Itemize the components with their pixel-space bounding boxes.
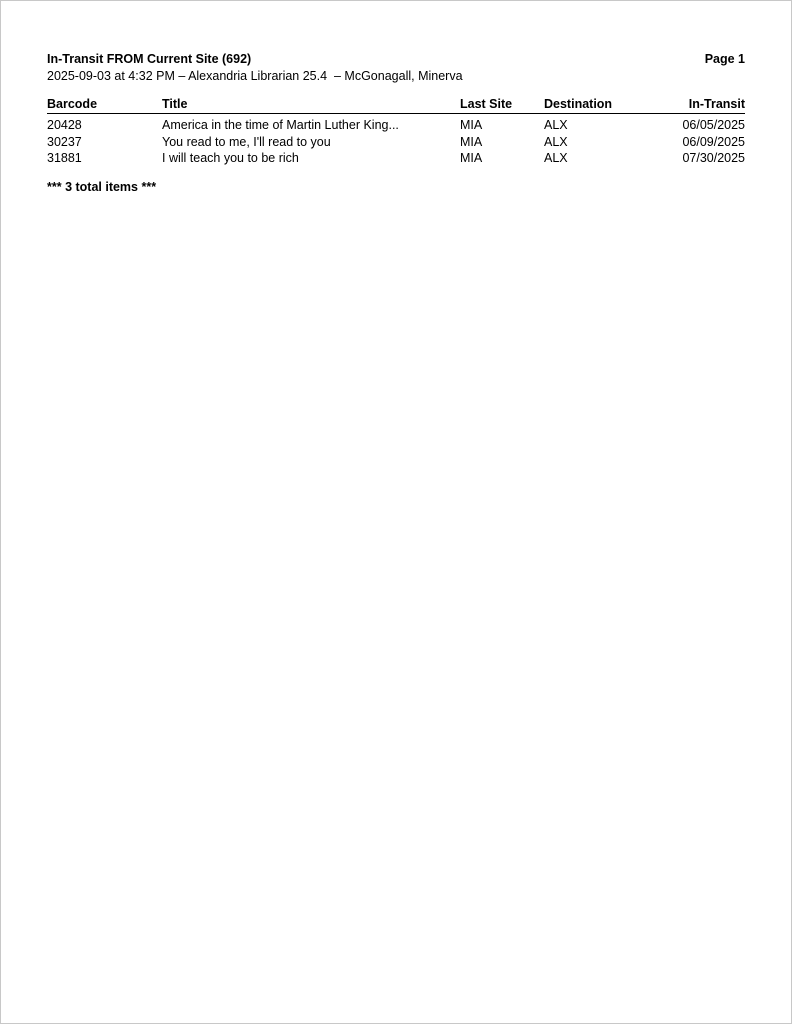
report-body: [47, 51, 745, 194]
report-header: [47, 51, 745, 68]
table-row: [47, 114, 745, 134]
table-row: [47, 150, 745, 167]
column-header-barcode: Barcode: [47, 97, 162, 114]
cell-title: You read to me, I'll read to you: [162, 134, 331, 149]
column-header-title: Title: [162, 97, 460, 114]
page-number: Page 1: [704, 52, 745, 66]
report-subtitle: 2025-09-03 at 4:32 PM – Alexandria Librarian 25.4 – McGonagall, Minerva: [47, 69, 463, 83]
cell-title: I will teach you to be rich: [162, 151, 299, 165]
cell-in-transit-date: 07/30/2025: [682, 151, 745, 165]
cell-barcode: 20428: [47, 118, 82, 132]
cell-destination: ALX: [544, 151, 568, 165]
column-header-in-transit: In-Transit: [644, 97, 745, 114]
cell-last-site: MIA: [460, 151, 483, 165]
cell-barcode: 30237: [47, 134, 82, 149]
table-row: [47, 134, 745, 151]
table-header-row: [47, 97, 745, 114]
cell-title: America in the time of Martin Luther King...: [162, 118, 399, 132]
cell-last-site: MIA: [460, 134, 483, 149]
column-header-destination: Destination: [544, 97, 644, 114]
report-title: In-Transit FROM Current Site (692): [47, 52, 252, 66]
cell-destination: ALX: [544, 118, 568, 132]
total-items-summary: *** 3 total items ***: [47, 179, 157, 194]
cell-in-transit-date: 06/05/2025: [682, 118, 745, 132]
in-transit-table: [47, 97, 745, 167]
cell-destination: ALX: [544, 134, 568, 149]
cell-last-site: MIA: [460, 118, 483, 132]
cell-in-transit-date: 06/09/2025: [682, 134, 745, 149]
cell-barcode: 31881: [47, 151, 82, 165]
column-header-last-site: Last Site: [460, 97, 544, 114]
